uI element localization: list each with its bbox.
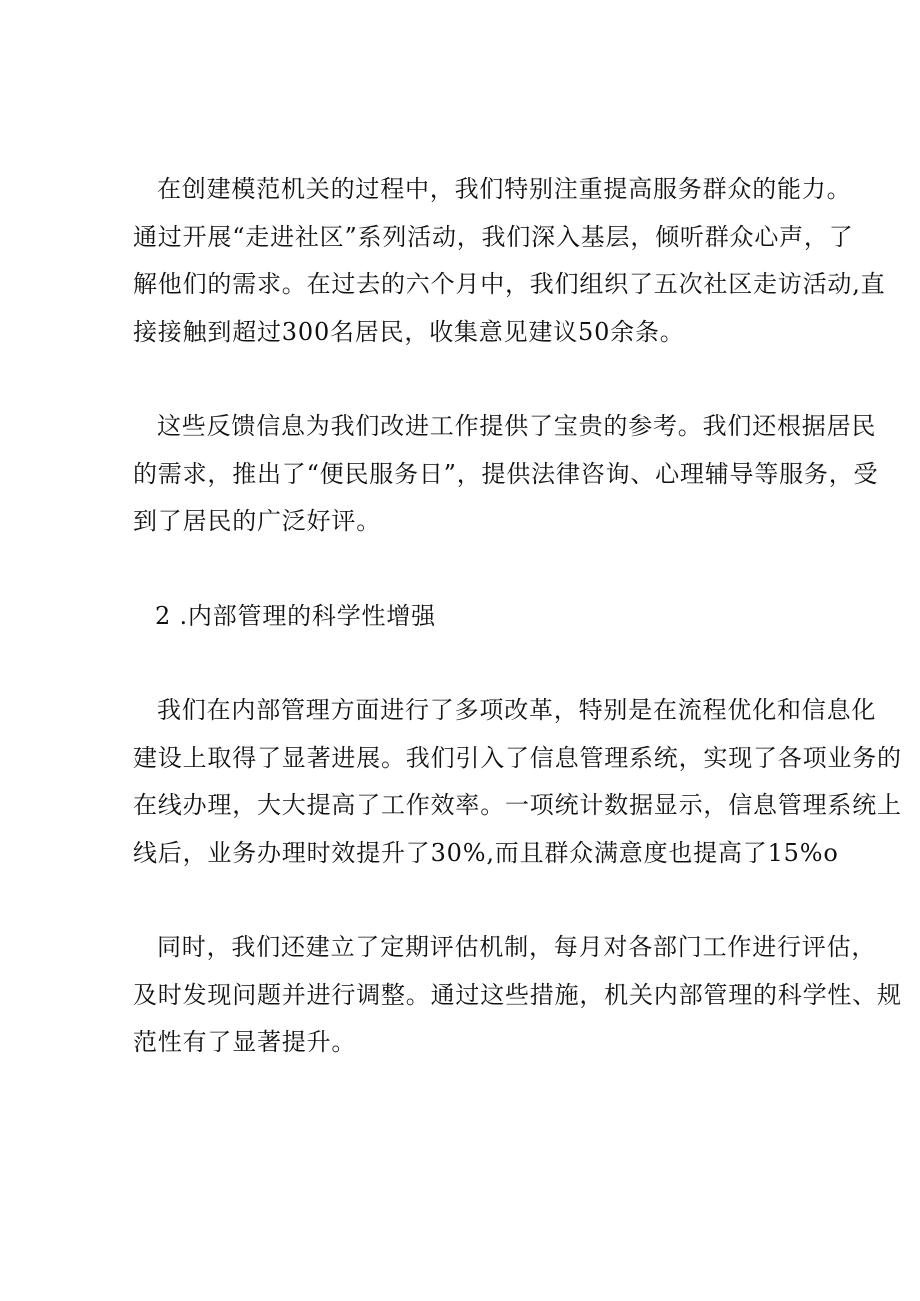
paragraph-internal-management (133, 687, 902, 877)
paragraph-line: 范性有了显著提升。 (133, 1028, 357, 1056)
paragraph-line: 解他们的需求。在过去的六个月中，我们组织了五次社区走访活动,直 (133, 270, 886, 298)
paragraph-community-service (133, 166, 886, 356)
paragraph-gap (133, 356, 833, 403)
paragraph-line: 到了居民的广泛好评。 (133, 507, 381, 535)
paragraph-gap (133, 877, 833, 924)
section-heading: 2 .内部管理的科学性增强 (155, 601, 436, 630)
paragraph-line: 的需求，推出了“便民服务日”，提供法律咨询、心理辅导等服务，受 (133, 459, 879, 488)
paragraph-line: 同时，我们还建立了定期评估机制，每月对各部门工作进行评估， (157, 933, 877, 961)
paragraph-line: 接接触到超过300名居民，收集意见建议50余条。 (133, 317, 685, 346)
paragraph-feedback (133, 403, 879, 546)
paragraph-line: 这些反馈信息为我们改进工作提供了宝贵的参考。我们还根据居民 (157, 412, 877, 440)
paragraph-line: 建设上取得了显著进展。我们引入了信息管理系统，实现了各项业务的 (133, 743, 902, 772)
paragraph-line: 我们在内部管理方面进行了多项改革，特别是在流程优化和信息化 (157, 696, 877, 724)
paragraph-evaluation (133, 924, 902, 1067)
paragraph-line: 线后，业务办理时效提升了30%,而且群众满意度也提高了15%o (133, 838, 839, 867)
paragraph-gap (133, 640, 833, 687)
document-body (133, 166, 902, 1067)
paragraph-line: 在创建模范机关的过程中，我们特别注重提高服务群众的能力。 (157, 175, 852, 203)
paragraph-gap (133, 546, 833, 593)
paragraph-line: 在线办理，大大提高了工作效率。一项统计数据显示，信息管理系统上 (133, 791, 902, 819)
paragraph-line: 通过开展“走进社区”系列活动，我们深入基层，倾听群众心声，了 (133, 222, 854, 251)
paragraph-line: 及时发现问题并进行调整。通过这些措施，机关内部管理的科学性、规 (133, 980, 902, 1009)
